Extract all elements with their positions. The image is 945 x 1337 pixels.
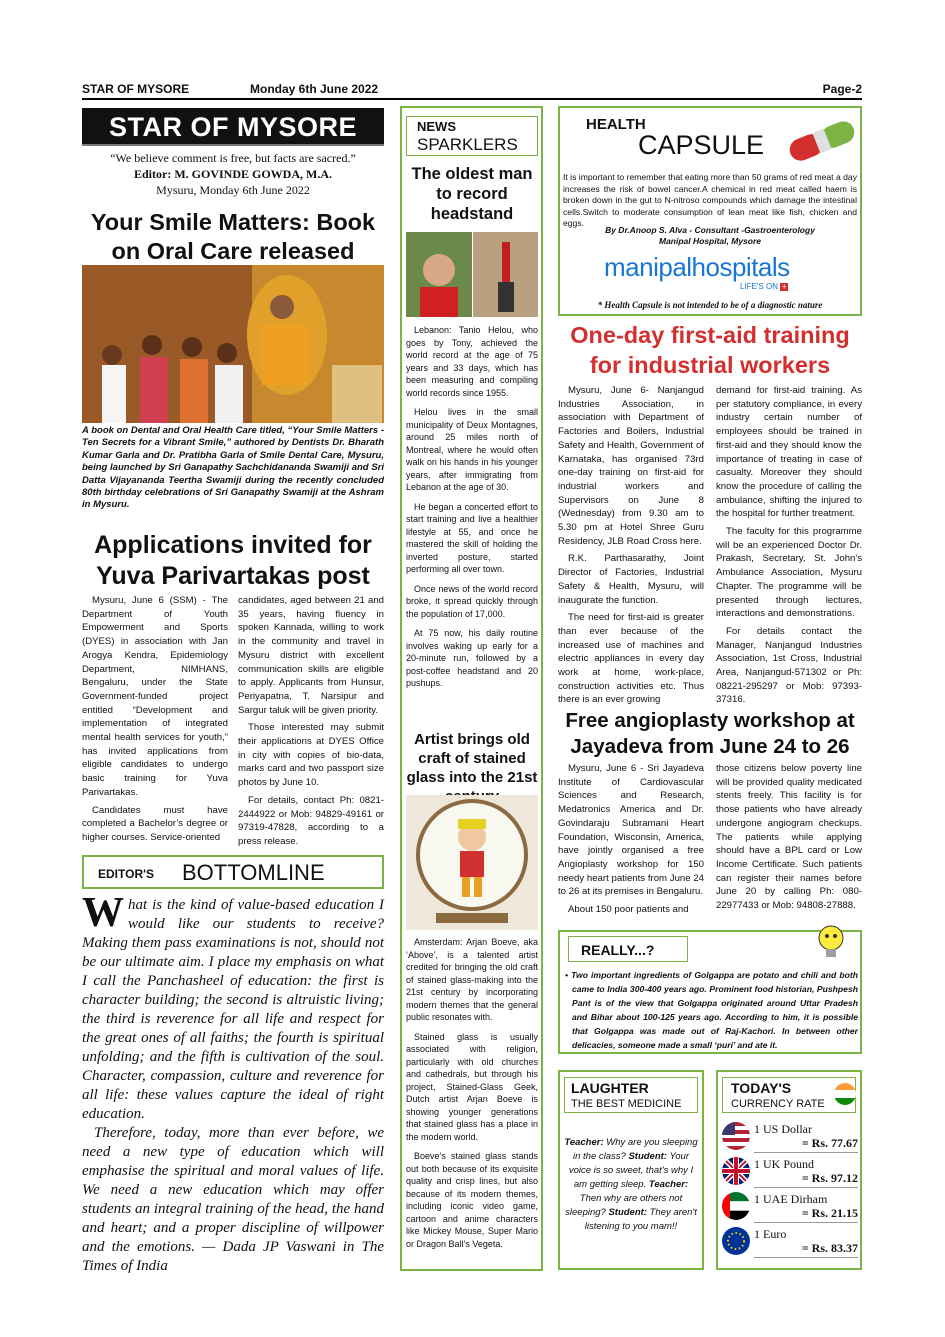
story-para: Helou lives in the small municipality of Deux Montagnes, around 25 miles north of Montreal, where he would often walk on his hands in his younger years, after immigrating from Lebanon at the age of 30.: [406, 407, 538, 492]
joke-line: Then why are others not sleeping?: [565, 1193, 683, 1218]
angioplasty-column-1: [558, 762, 704, 921]
yuva-para: Mysuru, June 6 (SSM) - The Department of Youth Empowerment and Sports (DYES) in association with Jan Arogya Kendra, Epidemiology Department, NIMHANS, Bengaluru, under the State Government-funded project entitled “Development and implementation of integrated mental health services for youth,” has invited applications from eligible candidates to undergo basic training for Yuva Parivartakas.: [82, 595, 228, 798]
capsule-pill-graphic: [782, 116, 862, 166]
byline-hospital: Manipal Hospital, Mysore: [658, 236, 762, 246]
byline-doctor: By Dr.Anoop S. Alva - Consultant -Gastroenterology: [605, 225, 815, 235]
motto: “We believe comment is free, but facts are sacred.”: [110, 151, 356, 165]
currency-row: [718, 1192, 858, 1224]
yuva-column-2: [238, 594, 384, 853]
joke-text: [564, 1136, 698, 1234]
uk-flag-icon: [722, 1157, 750, 1185]
speaker-teacher: Teacher:: [564, 1137, 604, 1148]
stained-glass-illustration: [406, 795, 538, 930]
firstaid-column-2: [716, 384, 862, 711]
label-currency-rate: CURRENCY RATE: [731, 1098, 825, 1110]
capsule-pill-icon: [782, 116, 862, 166]
firstaid-para: For details contact the Manager, Nanjangud Industries Association, 1st Cross, Industrial Area, Nanjangud-571302 or Ph: 08221-295297 or Mob: 97393-37316.: [716, 625, 862, 706]
health-capsule-label: [558, 114, 778, 164]
speaker-teacher: Teacher:: [648, 1179, 689, 1190]
oldest-man-headline: The oldest man to record headstand: [411, 165, 533, 223]
lightbulb-graphic: [814, 922, 848, 962]
editorial-para-2: Therefore, today, more than ever before, we need a new type of education which will emphasise the spiritual and moral values of life. We need a new education which may offer students an integral training of the head, the hand and heart; and a proper discipline of willpower and the emotions. — Dada JP Vaswani in The Times of India: [82, 1125, 384, 1274]
yuva-para: candidates, aged between 21 and 35 years, having fluency in spoken Kannada, willing to work in the community and travel in Mysuru district with excellent communication skills are eligible to apply. Applicants from Hunsur, Periyapatna, T. Narsipur and Sargur taluk will be given priority.: [238, 595, 384, 716]
yuva-para: For details, contact Ph: 0821-2444922 or Mob: 94829-49161 or 97319-47828, according to a press release.: [238, 794, 384, 847]
angioplasty-column-2: [716, 762, 862, 917]
story-para: Amsterdam: Arjan Boeve, aka ‘Above’, is a talented artist credited for bringing the old craft of stained glass-making into the 21st century by incorporating modern themes that the general public resonates with.: [406, 937, 538, 1022]
manipal-tagline-text: LIFE'S ON: [740, 282, 778, 291]
health-tip: It is important to remember that eating more than 50 grams of red meat a day increases the risk of bowel cancer.A chemical in red meat called haem is broken down in the gut to N-nitroso compounds which damage the intestinal cells.Switch to moderate consumption of lean meat like fish, chicken and eggs.: [563, 172, 857, 228]
laughter-label: [564, 1077, 698, 1113]
story-para: He began a concerted effort to start training and live a healthier lifestyle at 55, and once he mastered the skill of holding the inverted posture, started performing all over town.: [406, 501, 538, 574]
currency-value: = Rs. 83.37: [801, 1241, 858, 1255]
header-date: Monday 6th June 2022: [250, 82, 379, 96]
story-para: Once news of the world record broke, it spread quickly through the population of 17,000.: [406, 583, 538, 619]
india-flag-icon: [834, 1083, 856, 1105]
editor-line: Editor: M. GOVINDE GOWDA, M.A.: [134, 167, 332, 181]
yuva-headline: Applications invited for Yuva Parivartakas post: [94, 531, 372, 590]
manipal-tagline: [740, 282, 788, 291]
firstaid-headline: One-day first-aid training for industrial workers: [570, 322, 850, 378]
currency-name: 1 UK Pound: [754, 1157, 815, 1171]
dateline: Mysuru, Monday 6th June 2022: [156, 183, 310, 197]
label-todays: TODAY'S: [731, 1080, 792, 1096]
header-paper-name: STAR OF MYSORE: [82, 82, 190, 96]
label-capsule: CAPSULE: [638, 130, 765, 160]
book-launch-caption: A book on Dental and Oral Health Care titled, “Your Smile Matters - Ten Secrets for a Vibrant Smile,” authored by Dentists Dr. Bharath Kumar Garla and Dr. Pratibha Garla of Smile Dental Care, Mysuru, being launched by Sri Ganapathy Sachchidananda Swamiji and Sri Datta Vijayananda Teertha Swamiji during the recently concluded 80th birthday celebrations of Sri Ganapathy Swamiji at the Ashram in Mysuru.: [82, 425, 384, 511]
book-launch-photo-illustration: [82, 265, 384, 423]
label-best-medicine: THE BEST MEDICINE: [571, 1098, 682, 1110]
plus-icon: +: [781, 282, 787, 291]
smile-headline: Your Smile Matters: Book on Oral Care released: [90, 209, 376, 264]
speaker-student: Student:: [628, 1151, 667, 1162]
currency-row: [718, 1157, 858, 1189]
really-label: REALLY...?: [568, 936, 688, 962]
lightbulb-icon: [814, 922, 848, 962]
label-health: HEALTH: [586, 116, 646, 133]
masthead-title: STAR OF MYSORE: [82, 108, 384, 146]
editors-bottomline-label: [82, 855, 384, 889]
health-disclaimer: * Health Capsule is not intended to be of a diagnostic nature: [597, 300, 823, 310]
stained-glass-story: [406, 936, 538, 1257]
joke-line: Your voice is so sweet, that's why I am getting sleep.: [568, 1151, 694, 1190]
angioplasty-para: About 150 poor patients and: [568, 904, 689, 916]
yuva-para: Those interested may submit their applications at DYES Office in city with copies of bio-data, marks card and two passport size photos by June 10.: [238, 722, 384, 789]
currency-value: = Rs. 21.15: [801, 1206, 858, 1220]
firstaid-para: Mysuru, June 6- Nanjangud Industries Association, in association with Department of Factories and Boilers, Industrial Safety and Health, Government of Karnataka, has organised 73rd one-day training on first-aid for industrial workers and Supervisors on June 8 (Wednesday) from 9.30 am to 5.30 pm at Hotel Shree Guru Residency, JLB Road Cross here.: [558, 385, 704, 547]
firstaid-para: The faculty for this programme will be an experienced Doctor Dr. Prakash, Secretary, St. John's Ambulance Association, Mysuru Chapter. The programme will be presented through lectures, interactions and demonstrations.: [716, 526, 862, 620]
really-fact: Two important ingredients of Golgappa are potato and chili and both came to India 300-400 years ago. Prominent food historian, Pushpesh Pant is of the view that Golgappa originated around Uttar Pradesh and Bihar about 100-125 years ago. According to him, it is possible that Golgappa was made out of Raj-Kachori. In between other delicacies, someone made a small ‘puri’ and ate it.: [571, 970, 858, 1050]
oldest-man-story: [406, 324, 538, 697]
euro-flag-icon: [722, 1227, 750, 1255]
label-editors: EDITOR'S: [98, 867, 154, 881]
speaker-student: Student:: [608, 1207, 647, 1218]
masthead-info: [82, 150, 384, 198]
firstaid-para: demand for first-aid training. As per statutory compliance, in every industry certain number of employees should be trained in first-aid and they should know the importance of treating in case of casualty. Moreover they should know the procedure of calling the ambulance, shifting the injured to the hospital for further treatment.: [716, 385, 862, 520]
stained-glass-headline: Artist brings old craft of stained glass into the 21st: [406, 731, 538, 786]
currency-name: 1 Euro: [754, 1227, 787, 1241]
currency-name: 1 UAE Dirham: [754, 1192, 828, 1206]
uae-flag-icon: [722, 1192, 750, 1220]
stained-glass-photo: [406, 795, 538, 930]
us-flag-icon: [722, 1122, 750, 1150]
editorial-text: [82, 890, 384, 1276]
currency-name: 1 US Dollar: [754, 1122, 812, 1136]
editorial-para-1: hat is the kind of value-based education I would like our students to receive? Making them pass examinations is not, should not be our ultimate aim. I place my emphasis on what I call the Panchasheel of education: the first is character building; the second is altruistic living; the third is reverence for all life and respect for the great ones of all faiths; the fourth is spiritual unfolding; and the fifth is cultivation of the soul. Character, compassion, culture and reverence for all life: these values capture the ideal of right education.: [82, 897, 384, 1122]
label-news: NEWS: [417, 119, 456, 134]
page-header: [82, 80, 862, 100]
story-para: Boeve’s stained glass stands out both because of its exquisite quality and crisp lines, but also because of its modern themes, including iconic video game, cartoon and anime characters like Mickey Mouse, Super Mario or Dragon Ball’s Vegeta.: [406, 1151, 538, 1249]
sparklers-label: [406, 116, 538, 156]
angioplasty-para: those citizens below poverty line will be provided quality medicated stents freely. This facility is for those patients who have already undergone angiogram checkups. The patients while applying should have a BPL card or Low Income Certificate. Such patients can register their names before June 20 by calling Ph: 080-22977433 or Mob: 94808-27888.: [716, 763, 862, 912]
joke-line: They aren't listening to you mam!!: [584, 1207, 697, 1232]
yuva-column-1: [82, 594, 228, 849]
header-page-number: Page-2: [822, 82, 862, 96]
headstand-photo-illustration: [406, 232, 538, 317]
currency-value: = Rs. 77.67: [801, 1136, 858, 1150]
firstaid-para: The need for first-aid is greater than ever because of the increased use of machines and electric appliances in every day work at home, work-place, construction activities etc. Thus there is an ever growing: [558, 612, 704, 706]
currency-value: = Rs. 97.12: [801, 1171, 858, 1185]
currency-row: [718, 1227, 858, 1259]
book-launch-photo: [82, 265, 384, 423]
label-laughter: LAUGHTER: [571, 1080, 649, 1096]
dropcap: W: [82, 890, 124, 936]
story-para: Lebanon: Tanio Helou, who goes by Tony, achieved the world record at the age of 75 years and 33 days, which has been measuring and compiling world records since 1955.: [406, 325, 538, 398]
health-byline: [563, 225, 857, 247]
manipal-logo: manipalhospitals: [604, 252, 790, 282]
firstaid-para: R.K. Parthasarathy, Joint Director of Factories, Industrial Safety & Health, Mysuru, will inaugurate the function.: [558, 553, 704, 606]
story-para: Stained glass is usually associated with religion, particularly with old churches and cathedrals, but through his project, Stained-Glass Geek, Dutch artist Arjan Boeve is showing younger generations that stained glass has a place in the modern world.: [406, 1031, 538, 1142]
currency-list: [718, 1122, 858, 1262]
really-text: • Two important ingredients of Golgappa are potato and chili and both came to India 300-400 years ago. Prominent food historian, Pushpesh Pant is of the view that Golgappa originated around Uttar Pradesh and Bihar about 100-125 years ago. According to him, it is possible that Golgappa was made out of Raj-Kachori. In between other delicacies, someone made a small ‘puri’ and ate it.: [565, 970, 858, 1050]
angioplasty-headline: Free angioplasty workshop at Jayadeva from June 24 to 26: [565, 709, 855, 758]
label-sparklers: SPARKLERS: [417, 135, 518, 154]
label-bottomline: BOTTOMLINE: [182, 860, 325, 885]
angioplasty-para: Mysuru, June 6 - Sri Jayadeva Institute of Cardiovascular Sciences and Research, Medatronics America and Dr. Govindaraju Subramani Heart Foundation, Wisconsin, America, have jointly organised a free Angioplasty workshop for 150 needy heart patients from June 24 to 26 at its premises in Bengaluru.: [558, 763, 704, 898]
joke-line: Why are you sleeping in the class?: [573, 1137, 698, 1162]
firstaid-column-1: [558, 384, 704, 711]
headstand-photo: [406, 232, 538, 317]
story-para: At 75 now, his daily routine involves waking up early for a 20-minute run, followed by a post-coffee headstand and 20 pushups.: [406, 628, 538, 688]
currency-row: [718, 1122, 858, 1154]
yuva-para: Candidates must have completed a Bachelor’s degree or higher courses. Service-oriented: [82, 804, 228, 843]
